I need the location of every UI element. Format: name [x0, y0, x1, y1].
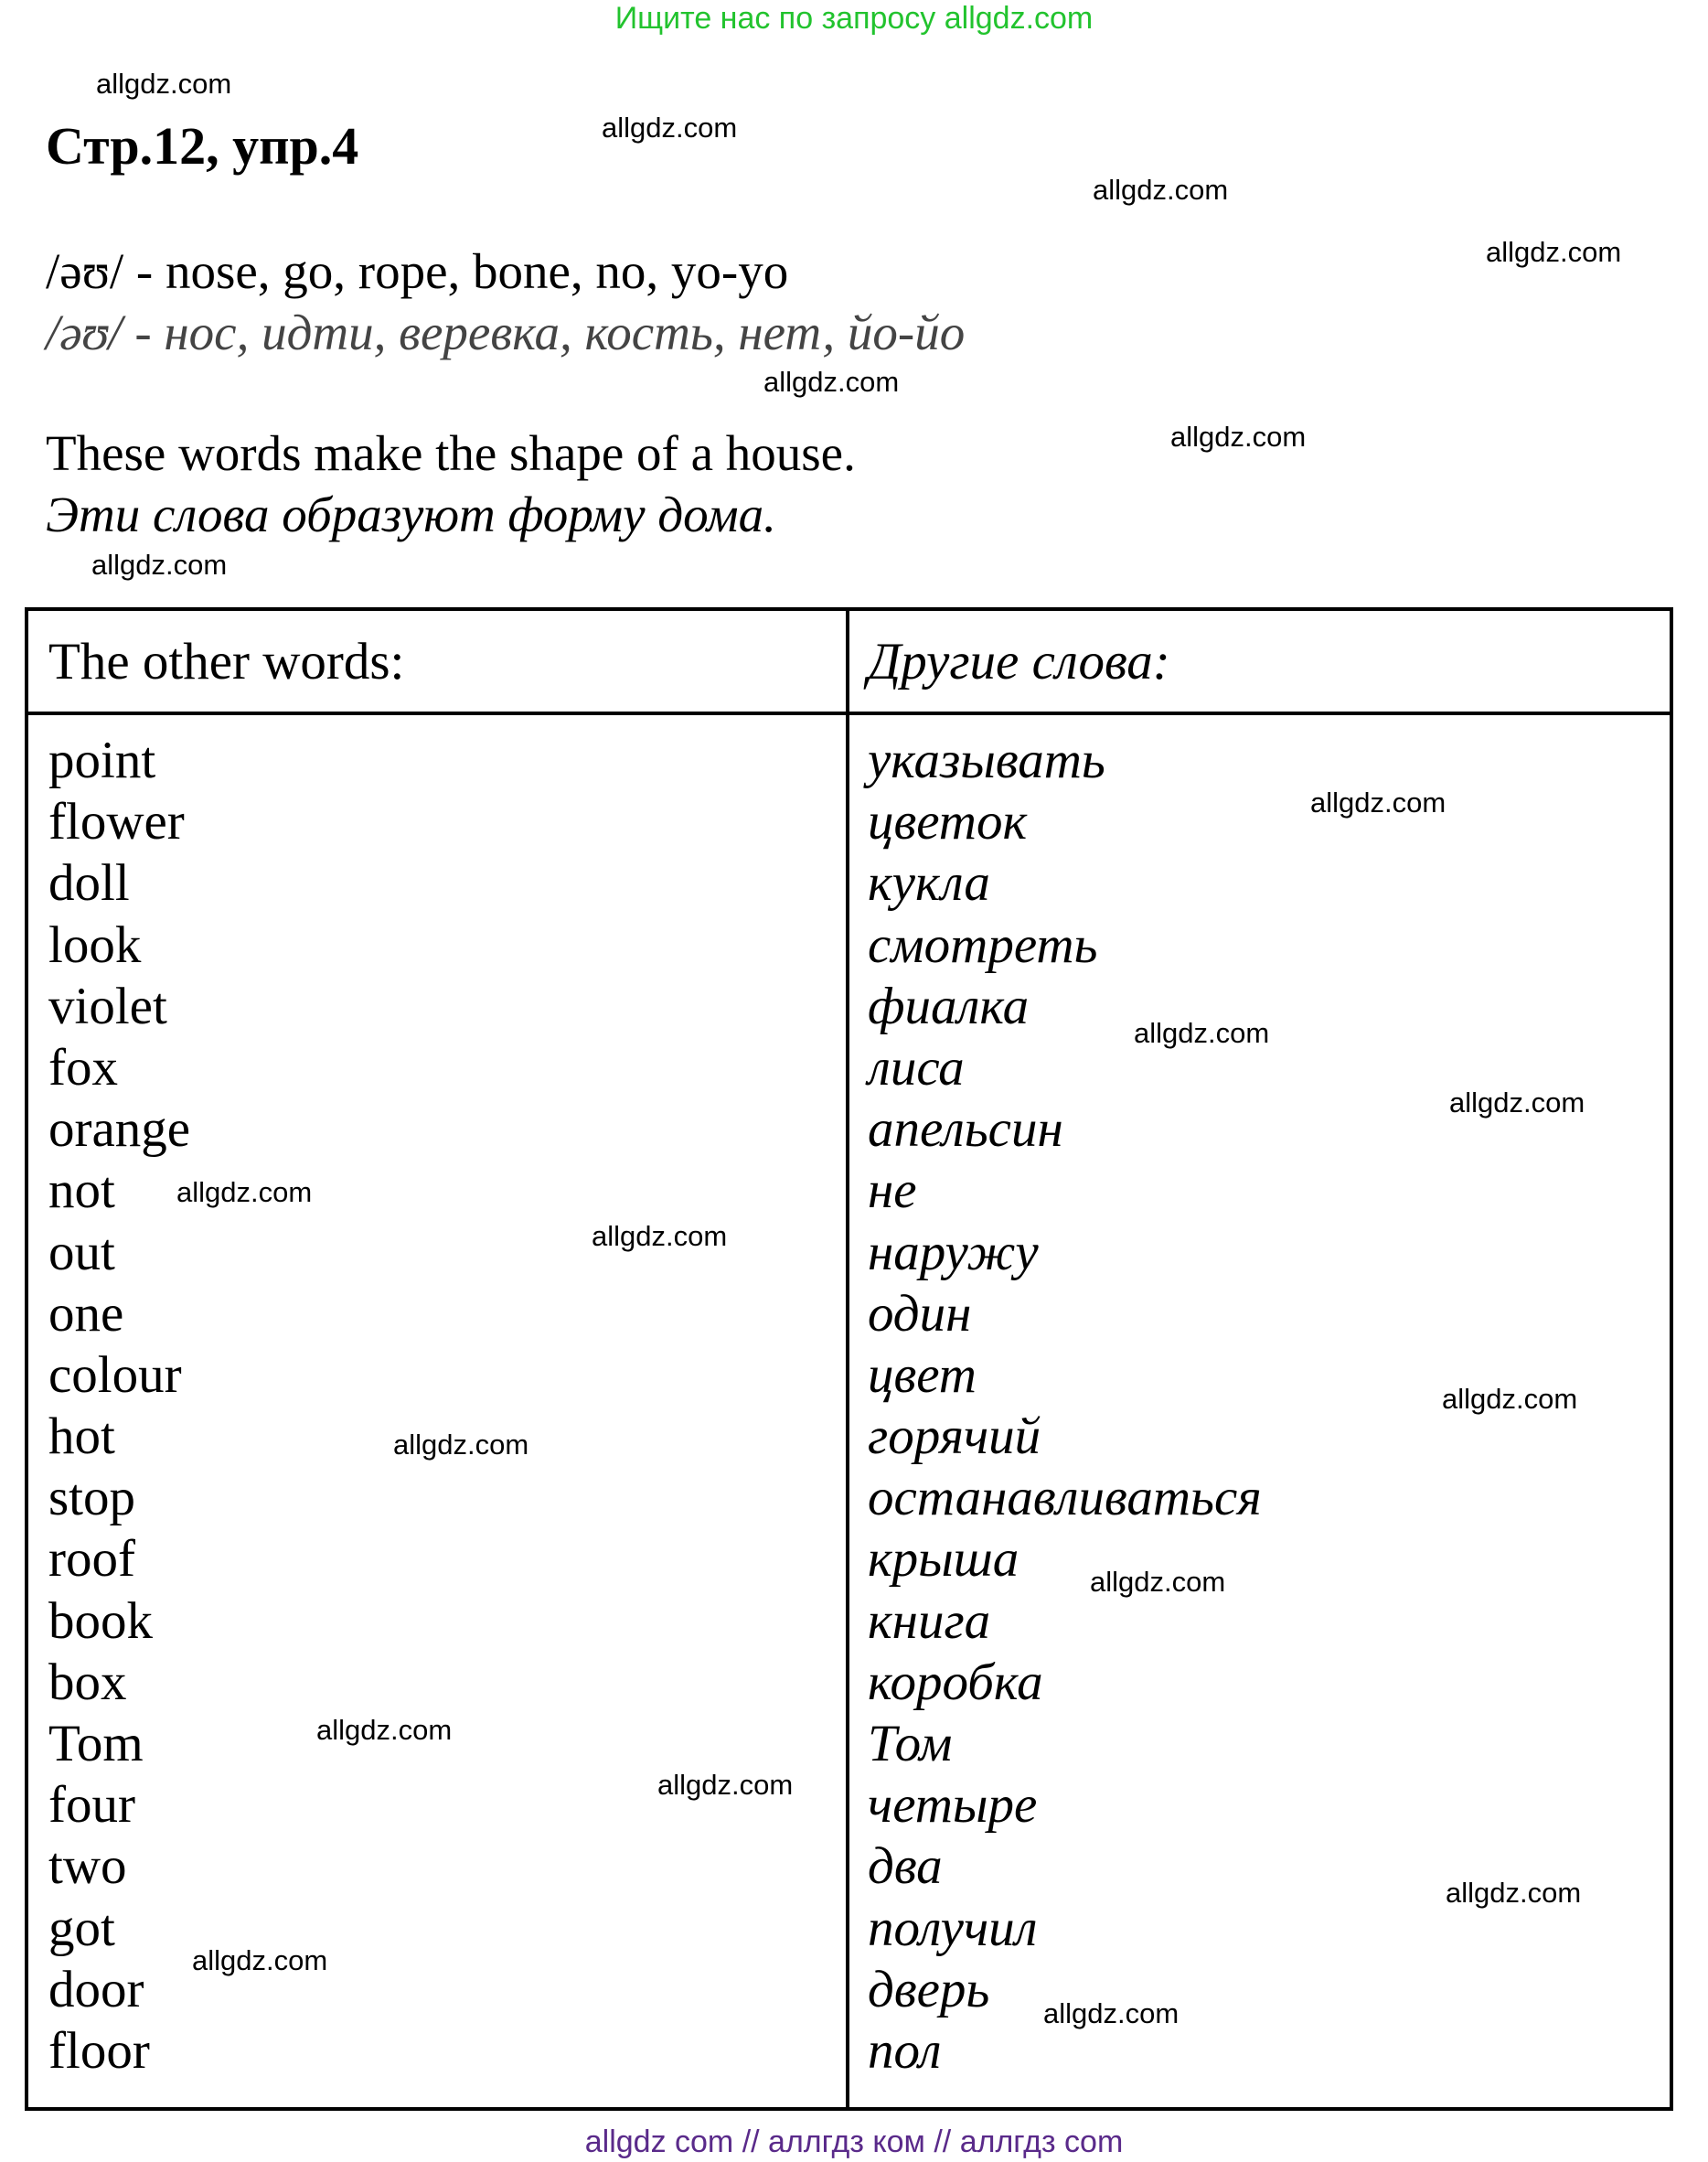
watermark: allgdz.com [1134, 1017, 1270, 1049]
english-word: point [48, 732, 156, 789]
note-russian: Эти слова образуют форму дома. [46, 487, 776, 542]
header-divider [28, 712, 1670, 715]
column-divider [846, 611, 849, 2107]
english-word: door [48, 1960, 144, 2018]
watermark: allgdz.com [192, 1944, 328, 1976]
watermark: allgdz.com [1043, 1997, 1180, 2029]
russian-word: коробка [868, 1653, 1043, 1711]
english-word: hot [48, 1407, 115, 1466]
russian-word: апельсин [868, 1100, 1063, 1159]
english-word: floor [48, 2021, 150, 2080]
russian-word: цветок [868, 793, 1028, 851]
watermark: allgdz.com [1442, 1383, 1578, 1415]
watermark: allgdz.com [1170, 421, 1307, 453]
russian-word: указывать [868, 732, 1105, 789]
english-word-list [48, 730, 190, 2082]
note-english: These words make the shape of a house. [46, 425, 856, 481]
watermark: allgdz.com [592, 1220, 728, 1252]
english-word: not [48, 1161, 115, 1220]
phonetic-russian: /əʊ/ - нос, идти, веревка, кость, нет, йо-йо [46, 305, 966, 360]
english-word: violet [48, 977, 167, 1035]
russian-word: один [868, 1284, 972, 1343]
russian-word: книга [868, 1591, 991, 1650]
english-word: flower [48, 793, 185, 851]
russian-word-list [868, 730, 1262, 2082]
watermark: allgdz.com [1486, 236, 1622, 268]
russian-word: горячий [868, 1407, 1041, 1466]
top-banner: Ищите нас по запросу allgdz.com [614, 1, 1094, 36]
english-word: fox [48, 1038, 118, 1097]
russian-word: пол [868, 2021, 942, 2080]
english-word: four [48, 1776, 135, 1835]
watermark: allgdz.com [96, 68, 232, 100]
english-word: out [48, 1223, 115, 1281]
english-word: roof [48, 1530, 135, 1589]
russian-word: дверь [868, 1960, 990, 2018]
watermark: allgdz.com [602, 112, 738, 144]
english-word: one [48, 1284, 124, 1343]
footer-links: allgdz com // аллгдз ком // аллгдз com [584, 2125, 1124, 2159]
watermark: allgdz.com [1093, 174, 1229, 206]
english-word: doll [48, 854, 130, 913]
russian-word: фиалка [868, 977, 1030, 1035]
english-word: stop [48, 1469, 136, 1527]
vocabulary-table [25, 607, 1673, 2111]
phonetic-english: /əʊ/ - nose, go, rope, bone, no, yo-yo [46, 243, 789, 299]
english-word: two [48, 1837, 127, 1896]
english-word: look [48, 915, 142, 974]
column-header-russian: Другие слова: [868, 633, 1170, 690]
page-heading: Стр.12, упр.4 [46, 116, 359, 176]
russian-word: кукла [868, 854, 990, 913]
russian-word: наружу [868, 1223, 1039, 1281]
english-word: book [48, 1591, 153, 1650]
watermark: allgdz.com [763, 366, 900, 398]
watermark: allgdz.com [1310, 787, 1446, 819]
watermark: allgdz.com [1090, 1566, 1226, 1598]
russian-word: крыша [868, 1530, 1019, 1589]
russian-word: смотреть [868, 915, 1098, 974]
english-word: got [48, 1899, 115, 1957]
watermark: allgdz.com [176, 1176, 313, 1208]
english-word: box [48, 1653, 127, 1711]
english-word: Tom [48, 1715, 144, 1772]
watermark: allgdz.com [316, 1714, 453, 1746]
watermark: allgdz.com [1449, 1086, 1585, 1118]
russian-word: цвет [868, 1345, 977, 1404]
russian-word: останавливаться [868, 1469, 1262, 1527]
watermark: allgdz.com [1446, 1877, 1582, 1909]
russian-word: не [868, 1161, 917, 1220]
english-word: orange [48, 1100, 191, 1159]
watermark: allgdz.com [393, 1429, 529, 1461]
russian-word: Том [868, 1715, 953, 1772]
russian-word: два [868, 1837, 943, 1896]
english-word: colour [48, 1345, 182, 1404]
watermark: allgdz.com [657, 1769, 794, 1801]
watermark: allgdz.com [91, 549, 228, 581]
russian-word: получил [868, 1899, 1038, 1957]
russian-word: четыре [868, 1776, 1038, 1835]
russian-word: лиса [868, 1038, 965, 1097]
column-header-english: The other words: [48, 633, 405, 690]
